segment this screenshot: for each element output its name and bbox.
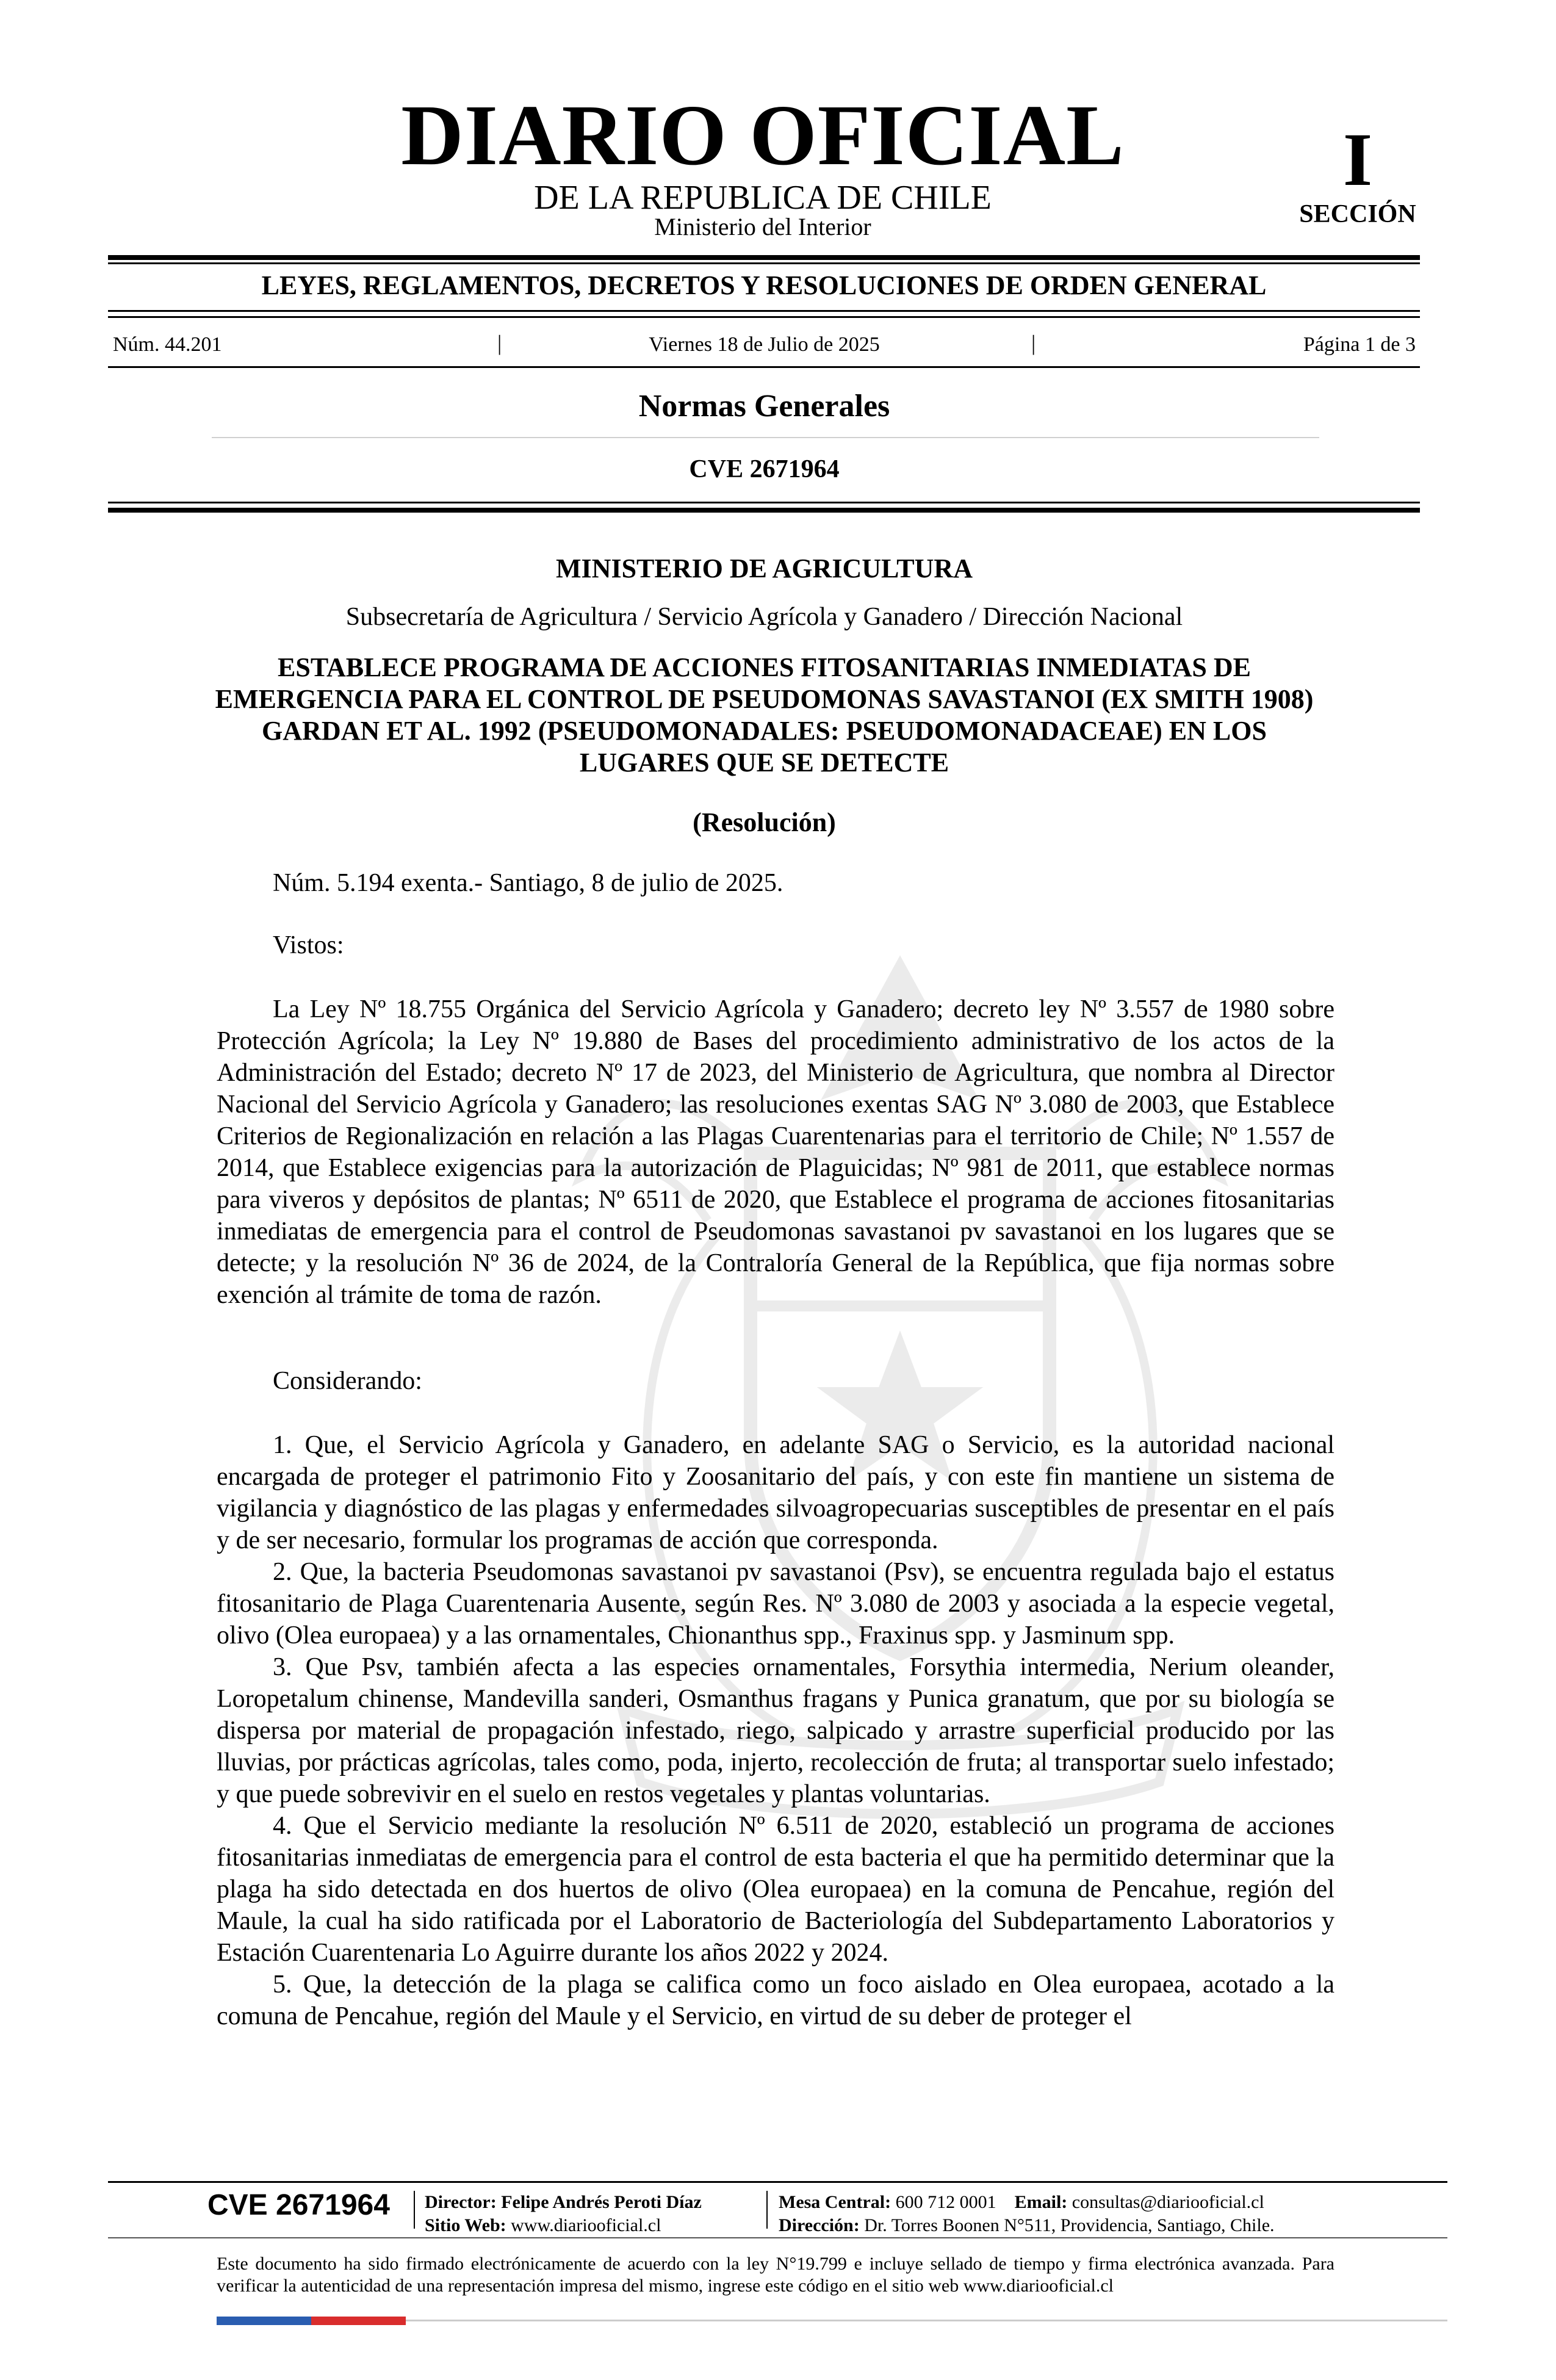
cve-code: CVE 2671964 <box>689 455 840 483</box>
footer-rule-secondary <box>108 2237 1447 2238</box>
vistos-paragraph <box>217 993 1334 1311</box>
email-link[interactable]: consultas@diariooficial.cl <box>1072 2192 1264 2212</box>
footer-rule <box>108 2181 1447 2183</box>
website-link[interactable]: www.diariooficial.cl <box>511 2215 661 2235</box>
issuing-ministry: MINISTERIO DE AGRICULTURA <box>556 554 973 583</box>
address-text: Dr. Torres Boonen N°511, Providencia, Santiago, Chile. <box>864 2215 1275 2235</box>
section-band: LEYES, REGLAMENTOS, DECRETOS Y RESOLUCIONES DE ORDEN GENERAL <box>261 270 1267 300</box>
document-type: (Resolución) <box>693 807 836 837</box>
flag-stripe-line <box>406 2320 1447 2321</box>
considerando-item: 4. Que el Servicio mediante la resolución Nº 6.511 de 2020, estableció un programa de acciones fitosanitarias inmediatas de emergencia para el control de esta bacteria el que ha permitido determinar que la plaga ha sido detectada en dos huertos de olivo (Olea europaea) en la comuna de Pencahue, región del Maule, la cual ha sido ratificada por el Laboratorio de Bacteriología del Subdepartamento Laboratorios y Estación Cuarentenaria Lo Aguirre durante los años 2022 y 2024. <box>217 1812 1334 1967</box>
address-label: Dirección: <box>779 2215 860 2235</box>
footer-cve-code: CVE 2671964 <box>207 2189 390 2221</box>
issue-number: Núm. 44.201 <box>113 333 222 356</box>
section-number: I <box>1342 118 1373 201</box>
issue-rule <box>108 366 1420 368</box>
considerando-item: 3. Que Psv, también afecta a las especies ornamentales, Forsythia intermedia, Nerium oleander, Loropetalum chinense, Mandevilla sanderi, Osmanthus fragans y Punica granatum, que por su biología se dispersa por material de propagación infestado, riego, salpicado y arrastre superficial producido por las lluvias, por prácticas agrícolas, tales como, poda, injerto, recolección de fruta; al transportar suelo infestado; y que puede sobrevivir en el suelo en restos vegetales y plantas voluntarias. <box>217 1653 1334 1808</box>
masthead-rule-thick <box>108 255 1420 260</box>
considerando-heading: Considerando: <box>273 1367 422 1395</box>
resolution-number: Núm. 5.194 exenta.- Santiago, 8 de julio de 2025. <box>273 869 783 897</box>
considerando-item: 1. Que, el Servicio Agrícola y Ganadero, en adelante SAG o Servicio, es la autoridad nacional encargada de proteger el patrimonio Fito y Zoosanitario del país, y con este fin mantiene un sistema de vigilancia y diagnóstico de las plagas y enfermedades silvoagropecuarias susceptibles de presentar en el país y de ser necesario, formular los programas de acción que corresponda. <box>217 1431 1334 1554</box>
issue-separator: | <box>1031 331 1036 355</box>
vistos-text: La Ley Nº 18.755 Orgánica del Servicio Agrícola y Ganadero; decreto ley Nº 3.557 de 1980 sobre Protección Agrícola; la Ley Nº 19.880 de Bases del procedimiento administrativo de los actos de la Administración del Estado; decreto Nº 17 de 2023, del Ministerio de Agricultura, que nombra al Director Nacional del Servicio Agrícola y Ganadero; las resoluciones exentas SAG Nº 3.080 de 2003, que Establece Criterios de Regionalización en relación a las Plagas Cuarentenarias para el territorio de Chile; Nº 1.557 de 2014, que Establece exigencias para la autorización de Plaguicidas; Nº 981 de 2011, que establece normas para viveros y depósitos de plantas; Nº 6511 de 2020, que Establece el programa de acciones fitosanitarias inmediatas de emergencia para el control de Pseudomonas savastanoi pv savastanoi en los lugares que se detecte; y la resolución Nº 36 de 2024, de la Contraloría General de la República, que fija normas sobre exención al trámite de toma de razón. <box>217 995 1334 1309</box>
section-label: SECCIÓN <box>1299 200 1416 228</box>
newspaper-subtitle: DE LA REPUBLICA DE CHILE <box>534 179 992 217</box>
flag-stripe-blue <box>217 2317 311 2325</box>
email-label: Email: <box>1014 2192 1068 2212</box>
phone-number: 600 712 0001 <box>895 2192 996 2212</box>
newspaper-title: DIARIO OFICIAL <box>401 87 1125 183</box>
section-divider <box>212 437 1319 438</box>
issue-separator: | <box>497 331 502 355</box>
considerandos-list <box>217 1429 1334 2032</box>
issuing-office: Subsecretaría de Agricultura / Servicio Agrícola y Ganadero / Dirección Nacional <box>345 603 1183 631</box>
director-name: Felipe Andrés Peroti Díaz <box>501 2192 702 2212</box>
masthead-rule-thin <box>108 262 1420 264</box>
signature-notice: Este documento ha sido firmado electrónicamente de acuerdo con la ley N°19.799 e incluye sellado de tiempo y firma electrónica avanzada. Para verificar la autenticidad de una representación impresa del mismo, ingrese este código en el sitio web www.diariooficial.cl <box>217 2254 1334 2296</box>
footer-contact-block <box>779 2191 1275 2237</box>
header-rule-thin <box>108 502 1420 503</box>
phone-label: Mesa Central: <box>779 2192 891 2212</box>
considerando-item: 5. Que, la detección de la plaga se califica como un foco aislado en Olea europaea, acotado a la comuna de Pencahue, región del Maule y el Servicio, en virtud de su deber de proteger el <box>217 1971 1334 2030</box>
band-rule-bottom <box>108 316 1420 318</box>
resolution-title: ESTABLECE PROGRAMA DE ACCIONES FITOSANITARIAS INMEDIATAS DE EMERGENCIA PARA EL CONTROL DE PSEUDOMONAS SAVASTANOI (EX SMITH 1908) GARDAN ET AL. 1992 (PSEUDOMONADALES: PSEUDOMONADACEAE) EN LOS LUGARES QUE SE DETECTE <box>215 652 1314 777</box>
section-title: Normas Generales <box>638 389 890 424</box>
footer-divider <box>766 2191 768 2229</box>
vistos-heading: Vistos: <box>273 931 344 959</box>
newspaper-ministry: Ministerio del Interior <box>654 213 871 240</box>
issue-date: Viernes 18 de Julio de 2025 <box>649 333 880 356</box>
web-label: Sitio Web: <box>425 2215 506 2235</box>
footer-divider <box>414 2191 415 2229</box>
page-indicator: Página 1 de 3 <box>1303 333 1416 356</box>
considerando-item: 2. Que, la bacteria Pseudomonas savastanoi pv savastanoi (Psv), se encuentra regulada bajo el estatus fitosanitario de Plaga Cuarentenaria Ausente, según Res. Nº 3.080 de 2003 y asociada a la especie vegetal, olivo (Olea europaea) y a las ornamentales, Chionanthus spp., Fraxinus spp. y Jasminum spp. <box>217 1558 1334 1650</box>
director-label: Director: <box>425 2192 497 2212</box>
footer-director-block <box>425 2191 702 2237</box>
band-rule-top <box>108 310 1420 312</box>
header-rule-thick <box>108 508 1420 513</box>
flag-stripe-red <box>311 2317 406 2325</box>
